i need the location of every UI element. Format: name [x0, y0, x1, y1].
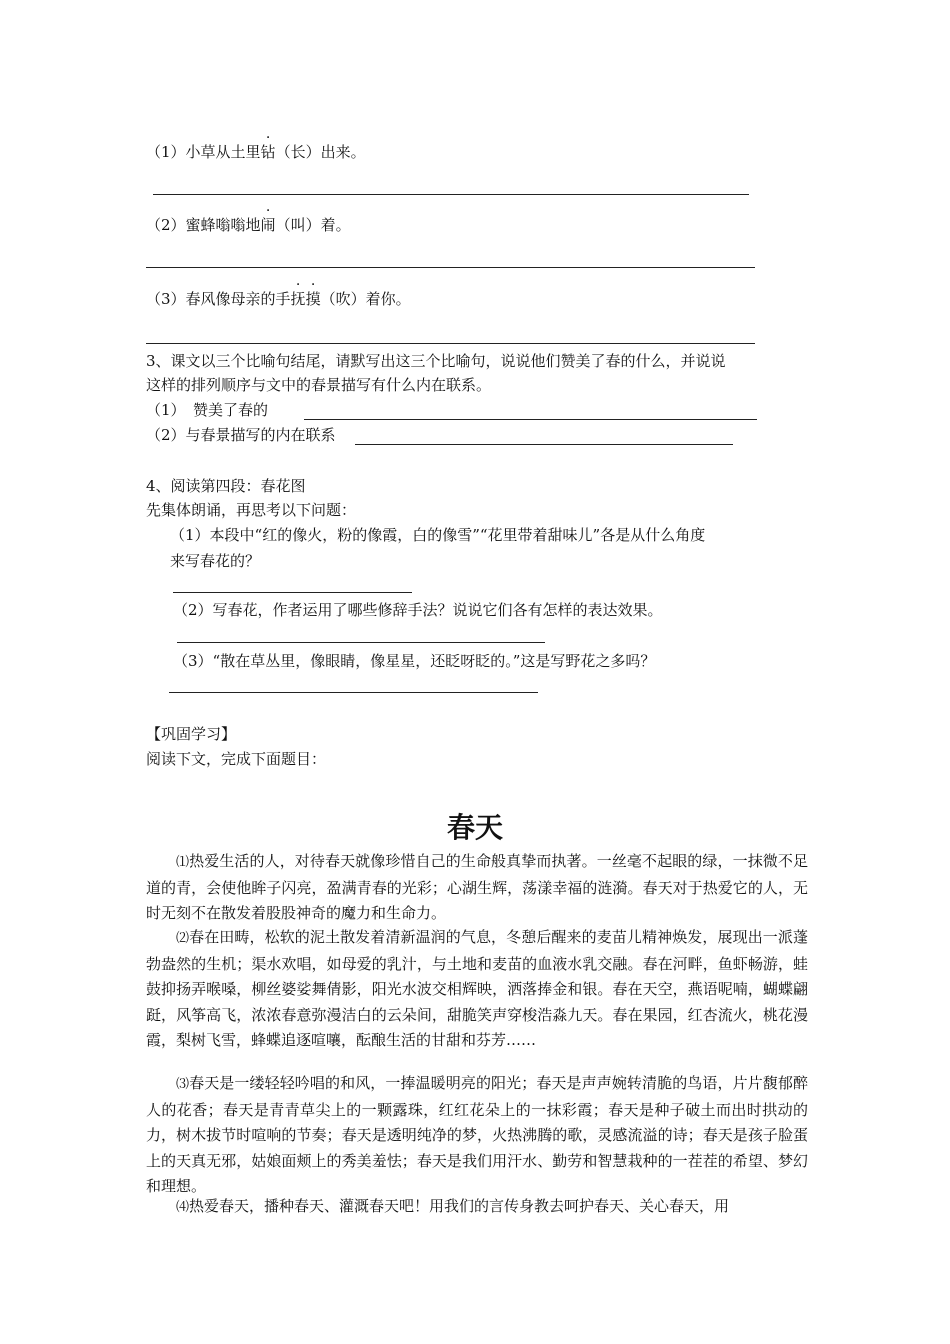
- q4-sub3: （3）“散在草丛里，像眼睛，像星星，还眨呀眨的。”这是写野花之多吗？: [173, 652, 656, 670]
- emphasis-char: 摸: [305, 290, 321, 308]
- paragraph-number: ⑴: [176, 855, 190, 870]
- article-paragraph-4: [146, 1194, 808, 1221]
- article-paragraph-2: [146, 925, 808, 1054]
- q3-sub1: （1） 赞美了春的: [146, 401, 269, 419]
- q4-sub2: （2）写春花，作者运用了哪些修辞手法？说说它们各有怎样的表达效果。: [173, 601, 663, 619]
- paragraph-text: 春在田畴，松软的泥土散发着清新温润的气息，冬憩后醒来的麦苗儿精神焕发，展现出一派蓬勃盎然的生机；渠水欢唱，如母爱的乳汁，与土地和麦苗的血液水乳交融。春在河畔，鱼虾畅游，蛙鼓抑扬弄喉嗓，柳丝婆娑舞倩影，阳光水波交相辉映，洒落捧金和银。春在天空，燕语呢喃，蝴蝶翩跹，风筝高飞，浓浓春意弥漫洁白的云朵间，甜脆笑声穿梭浩淼九天。春在果园，红杏流火，桃花漫霞，梨树飞雪，蜂蝶追逐喧嚷，酝酿生活的甘甜和芬芳……: [146, 928, 808, 1050]
- answer-line[interactable]: [173, 592, 412, 593]
- paragraph-text: 热爱春天，播种春天、灌溉春天吧！用我们的言传身教去呵护春天、关心春天，用: [189, 1197, 730, 1215]
- q2-item3-post: （吹）着你。: [320, 290, 411, 308]
- q4-intro: 先集体朗诵，再思考以下问题：: [146, 501, 357, 519]
- answer-line[interactable]: [304, 419, 757, 420]
- q3-line1: 3、课文以三个比喻句结尾，请默写出这三个比喻句，说说他们赞美了春的什么，并说说: [146, 352, 726, 370]
- paragraph-text: 春天是一缕轻轻吟唱的和风，一捧温暖明亮的阳光；春天是声声婉转清脆的鸟语，片片馥郁醉人的花香；春天是青青草尖上的一颗露珠，红红花朵上的一抹彩霞；春天是种子破土而出时拱动的力，树木拔节时喧响的节奏；春天是透明纯净的梦，火热沸腾的歌，灵感流溢的诗；春天是孩子脸蛋上的天真无邪，姑娘面颊上的秀美羞怯；春天是我们用汗水、勤劳和智慧栽种的一茬茬的希望、梦幻和理想。: [146, 1074, 808, 1196]
- q2-item2-post: （叫）着。: [275, 216, 351, 234]
- q2-item1-pre: （1）小草从土里: [146, 143, 261, 161]
- q2-item1-post: （长）出来。: [275, 143, 366, 161]
- article-paragraph-1: [146, 849, 808, 927]
- paragraph-text: 热爱生活的人，对待春天就像珍惜自己的生命般真挚而执著。一丝毫不起眼的绿，一抹微不足道的青，会使他眸子闪亮，盈满青春的光彩；心湖生辉，荡漾幸福的涟漪。春天对于热爱它的人，无时无刻不在散发着股股神奇的魔力和生命力。: [146, 852, 808, 923]
- q2-item3-pre: （3）春风像母亲的手: [146, 290, 291, 308]
- q2-item2: [146, 214, 351, 236]
- q4-heading: 4、阅读第四段：春花图: [146, 477, 306, 495]
- consolidate-heading: 【巩固学习】: [146, 725, 237, 743]
- paragraph-number: ⑵: [176, 931, 190, 946]
- answer-line[interactable]: [146, 267, 755, 268]
- q2-item2-pre: （2）蜜蜂嗡嗡地: [146, 216, 261, 234]
- answer-line[interactable]: [146, 343, 755, 344]
- q2-item3: [146, 288, 411, 310]
- paragraph-number: ⑷: [176, 1200, 190, 1215]
- q2-item1: [146, 141, 366, 163]
- article-title: 春天: [446, 811, 503, 844]
- consolidate-instruction: 阅读下文，完成下面题目：: [146, 750, 327, 768]
- article-paragraph-3: [146, 1071, 808, 1200]
- q3-line2: 这样的排列顺序与文中的春景描写有什么内在联系。: [146, 376, 492, 394]
- emphasis-char: 钻: [260, 143, 276, 161]
- answer-line[interactable]: [355, 444, 733, 445]
- q3-sub2: （2）与春景描写的内在联系: [146, 426, 336, 444]
- answer-line[interactable]: [177, 642, 545, 643]
- q4-sub1-line1: （1）本段中“红的像火，粉的像霞，白的像雪”“花里带着甜味儿”各是从什么角度: [170, 526, 706, 544]
- answer-line[interactable]: [153, 194, 749, 195]
- emphasis-char: 闹: [260, 216, 276, 234]
- paragraph-number: ⑶: [176, 1077, 190, 1092]
- q4-sub1-line2: 来写春花的？: [170, 552, 261, 570]
- emphasis-char: 抚: [290, 290, 306, 308]
- answer-line[interactable]: [169, 692, 538, 693]
